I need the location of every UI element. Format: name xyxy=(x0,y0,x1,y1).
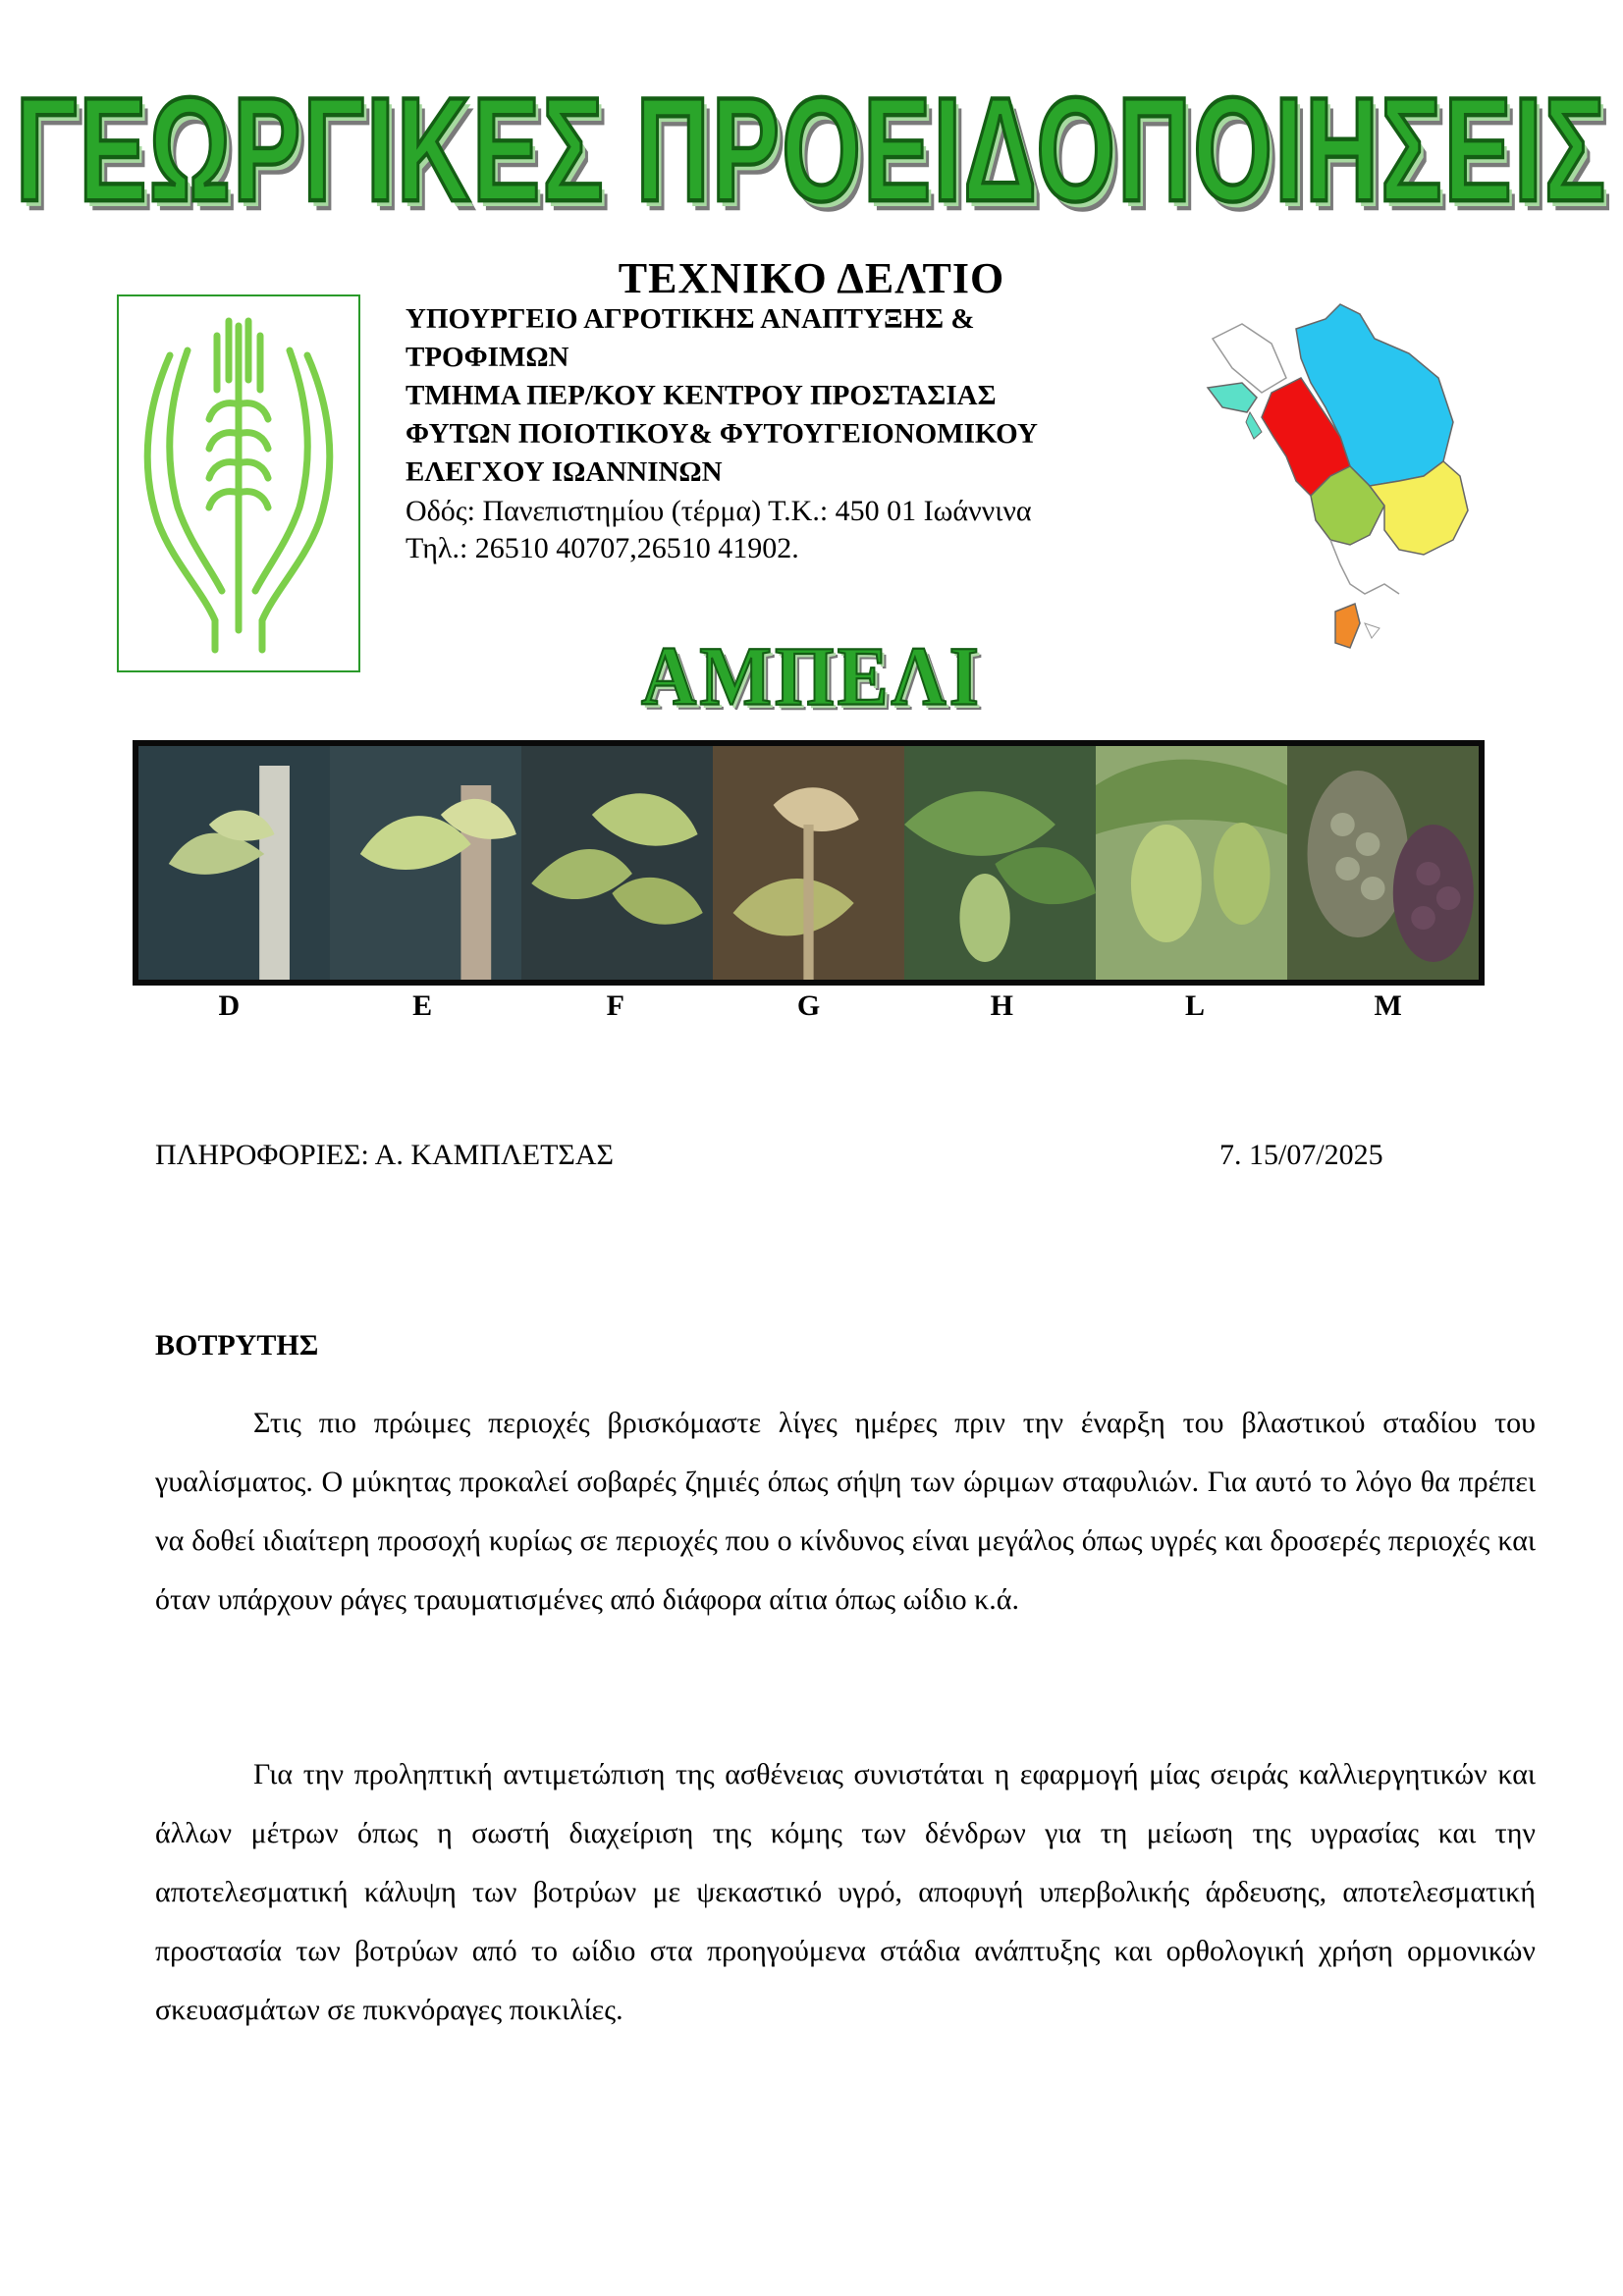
crop-title: ΑΜΠΕΛΙ xyxy=(641,628,982,723)
region-map xyxy=(1203,299,1478,677)
stage-label-f: F xyxy=(606,989,624,1022)
header-line-control: ΕΛΕΓΧΟΥ ΙΩΑΝΝΙΝΩΝ xyxy=(406,456,723,488)
banner-title: ΓΕΩΡΓΙΚΕΣ ΠΡΟΕΙΔΟΠΟΙΗΣΕΙΣ xyxy=(15,68,1608,234)
stage-photo-e xyxy=(330,746,521,980)
stage-photo-g xyxy=(713,746,904,980)
stage-label-e: E xyxy=(412,989,433,1022)
paragraph-1: Στις πιο πρώιμες περιοχές βρισκόμαστε λίγες ημέρες πριν την έναρξη του βλαστικού σταδίου του γυαλίσματος. Ο μύκητας προκαλεί σοβαρές ζημιές όπως σήψη των ώριμων σταφυλιών. Για αυτό το λόγο θα πρέπει να δοθεί ιδιαίτερη προσοχή κυρίως σε περιοχές που ο κίνδυνος είναι μεγάλος όπως υγρές και δροσερές περιοχές και όταν υπάρχουν ράγες τραυματισμένες από διάφορα αίτια όπως ωίδιο κ.ά. xyxy=(155,1407,1536,1616)
contact-info: ΠΛΗΡΟΦΟΡΙΕΣ: Α. ΚΑΜΠΛΕΤΣΑΣ xyxy=(155,1139,614,1171)
stage-label-h: H xyxy=(990,989,1013,1022)
stage-label-m: M xyxy=(1374,989,1402,1022)
stage-label-g: G xyxy=(796,989,821,1022)
stage-label-l: L xyxy=(1184,989,1205,1022)
stage-photo-f xyxy=(521,746,713,980)
header-line-plant-protection: ΦΥΤΩΝ ΠΟΙΟΤΙΚΟΥ& ΦΥΤΟΥΓΕΙΟΝΟΜΙΚΟΥ xyxy=(406,418,1038,450)
paragraph-2: Για την προληπτική αντιμετώπιση της ασθένειας συνιστάται η εφαρμογή μίας σειράς καλλιεργητικών και άλλων μέτρων όπως η σωστή διαχείριση της κόμης των δένδρων για τη μείωση της υγρασίας και την αποτελεσματική κάλυψη των βοτρύων με ψεκαστικό υγρό, αποφυγή υπερβολικής άρδευσης, αποτελεσματική προστασία των βοτρύων από το ωίδιο στα προηγούμενα στάδια ανάπτυξης και ορθολογική χρήση ορμονικών σκευασμάτων σε πυκνόραγες ποικιλίες. xyxy=(155,1758,1536,2026)
header-line-department: ΤΜΗΜΑ ΠΕΡ/ΚΟΥ ΚΕΝΤΡΟΥ ΠΡΟΣΤΑΣΙΑΣ xyxy=(406,380,997,411)
header-line-food: ΤΡΟΦΙΜΩΝ xyxy=(406,342,569,373)
document-type-title: ΤΕΧΝΙΚΟ ΔΕΛΤΙΟ xyxy=(618,254,1005,302)
growth-stage-labels xyxy=(133,989,1485,1023)
ministry-logo xyxy=(117,294,360,672)
stage-photo-l xyxy=(1096,746,1287,980)
stage-photo-d xyxy=(138,746,330,980)
stage-label-d: D xyxy=(218,989,241,1022)
wheat-hands-icon xyxy=(119,296,358,670)
epirus-map-icon xyxy=(1203,299,1478,677)
bulletin-number-date: 7. 15/07/2025 xyxy=(1219,1139,1383,1171)
header-phone: Τηλ.: 26510 40707,26510 41902. xyxy=(406,532,799,564)
stage-photo-h xyxy=(904,746,1096,980)
header-address: Οδός: Πανεπιστημίου (τέρμα) Τ.Κ.: 450 01 Ιωάννινα xyxy=(406,495,1032,527)
header-line-ministry: ΥΠΟΥΡΓΕΙΟ ΑΓΡΟΤΙΚΗΣ ΑΝΑΠΤΥΞΗΣ & xyxy=(406,303,975,335)
section-title: ΒΟΤΡΥΤΗΣ xyxy=(155,1329,319,1362)
growth-stage-photos xyxy=(133,740,1485,986)
stage-photo-m xyxy=(1287,746,1479,980)
